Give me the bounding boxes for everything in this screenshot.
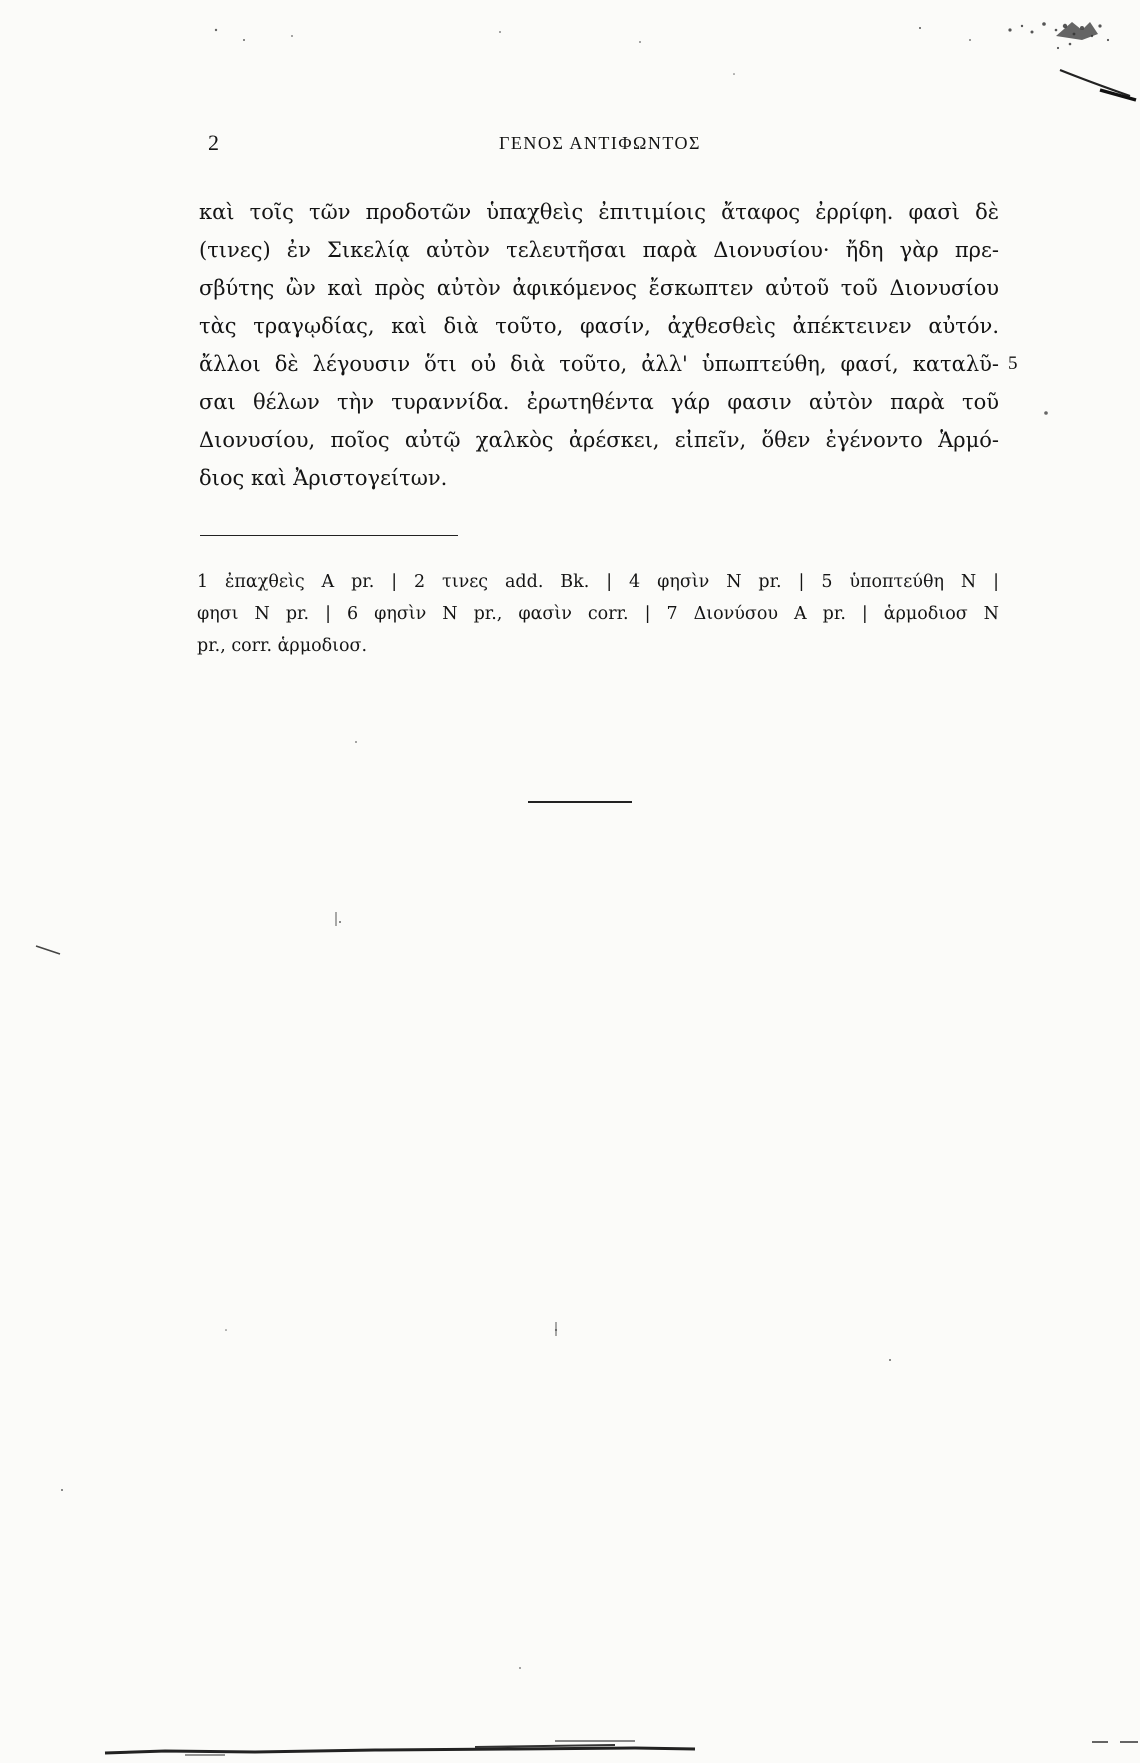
scan-bottom-edge (95, 1737, 1140, 1763)
text-line-2: (τινες) ἐν Σικελίᾳ αὐτὸν τελευτῆσαι παρὰ Διονυσίου· ἤδη γὰρ πρε- (199, 238, 999, 262)
footnote-line-3: pr., corr. ἁρμοδιοσ. (197, 636, 368, 656)
page-number: 2 (208, 130, 219, 155)
text-line-4: τὰς τραγῳδίας, καὶ διὰ τοῦτο, φασίν, ἀχθεσθεὶς ἀπέκτεινεν αὐτόν. (199, 314, 999, 338)
text-line-1: καὶ τοῖς τῶν προδοτῶν ὑπαχθεὶς ἐπιτιμίοις ἄταφος ἐρρίφη. φασὶ δὲ (199, 200, 999, 224)
end-of-text-rule (528, 801, 632, 803)
footnote-line-1: 1 ἐπαχθεὶς A pr. | 2 τινες add. Bk. | 4 φησὶν N pr. | 5 ὑποπτεύθη N | (197, 572, 999, 592)
footnote-line-2: φησι N pr. | 6 φησὶν N pr., φασὶν corr. | 7 Διονύσου A pr. | ἁρμοδιοσ N (197, 604, 999, 624)
running-title: ΓΕΝΟΣ ΑΝΤΙΦΩΝΤΟΣ (498, 133, 702, 153)
margin-line-number: 5 (1008, 353, 1018, 374)
text-line-3: σβύτης ὢν καὶ πρὸς αὐτὸν ἀφικόμενος ἔσκωπτεν αὐτοῦ τοῦ Διονυσίου (199, 276, 999, 300)
footnote-divider (200, 535, 458, 536)
page-header (200, 130, 1000, 164)
text-line-7: Διονυσίου, ποῖος αὐτῷ χαλκὸς ἀρέσκει, εἰπεῖν, ὅθεν ἐγένοντο Ἁρμό- (199, 428, 999, 452)
text-line-5: ἄλλοι δὲ λέγουσιν ὅτι οὐ διὰ τοῦτο, ἀλλ' ὑπωπτεύθη, φασί, καταλῦ- (199, 352, 999, 376)
main-text-block (199, 193, 999, 497)
footnotes-block (197, 566, 999, 662)
text-line-6: σαι θέλων τὴν τυραννίδα. ἐρωτηθέντα γάρ φασιν αὐτὸν παρὰ τοῦ (199, 390, 999, 414)
text-line-8: διος καὶ Ἀριστογείτων. (199, 466, 448, 490)
